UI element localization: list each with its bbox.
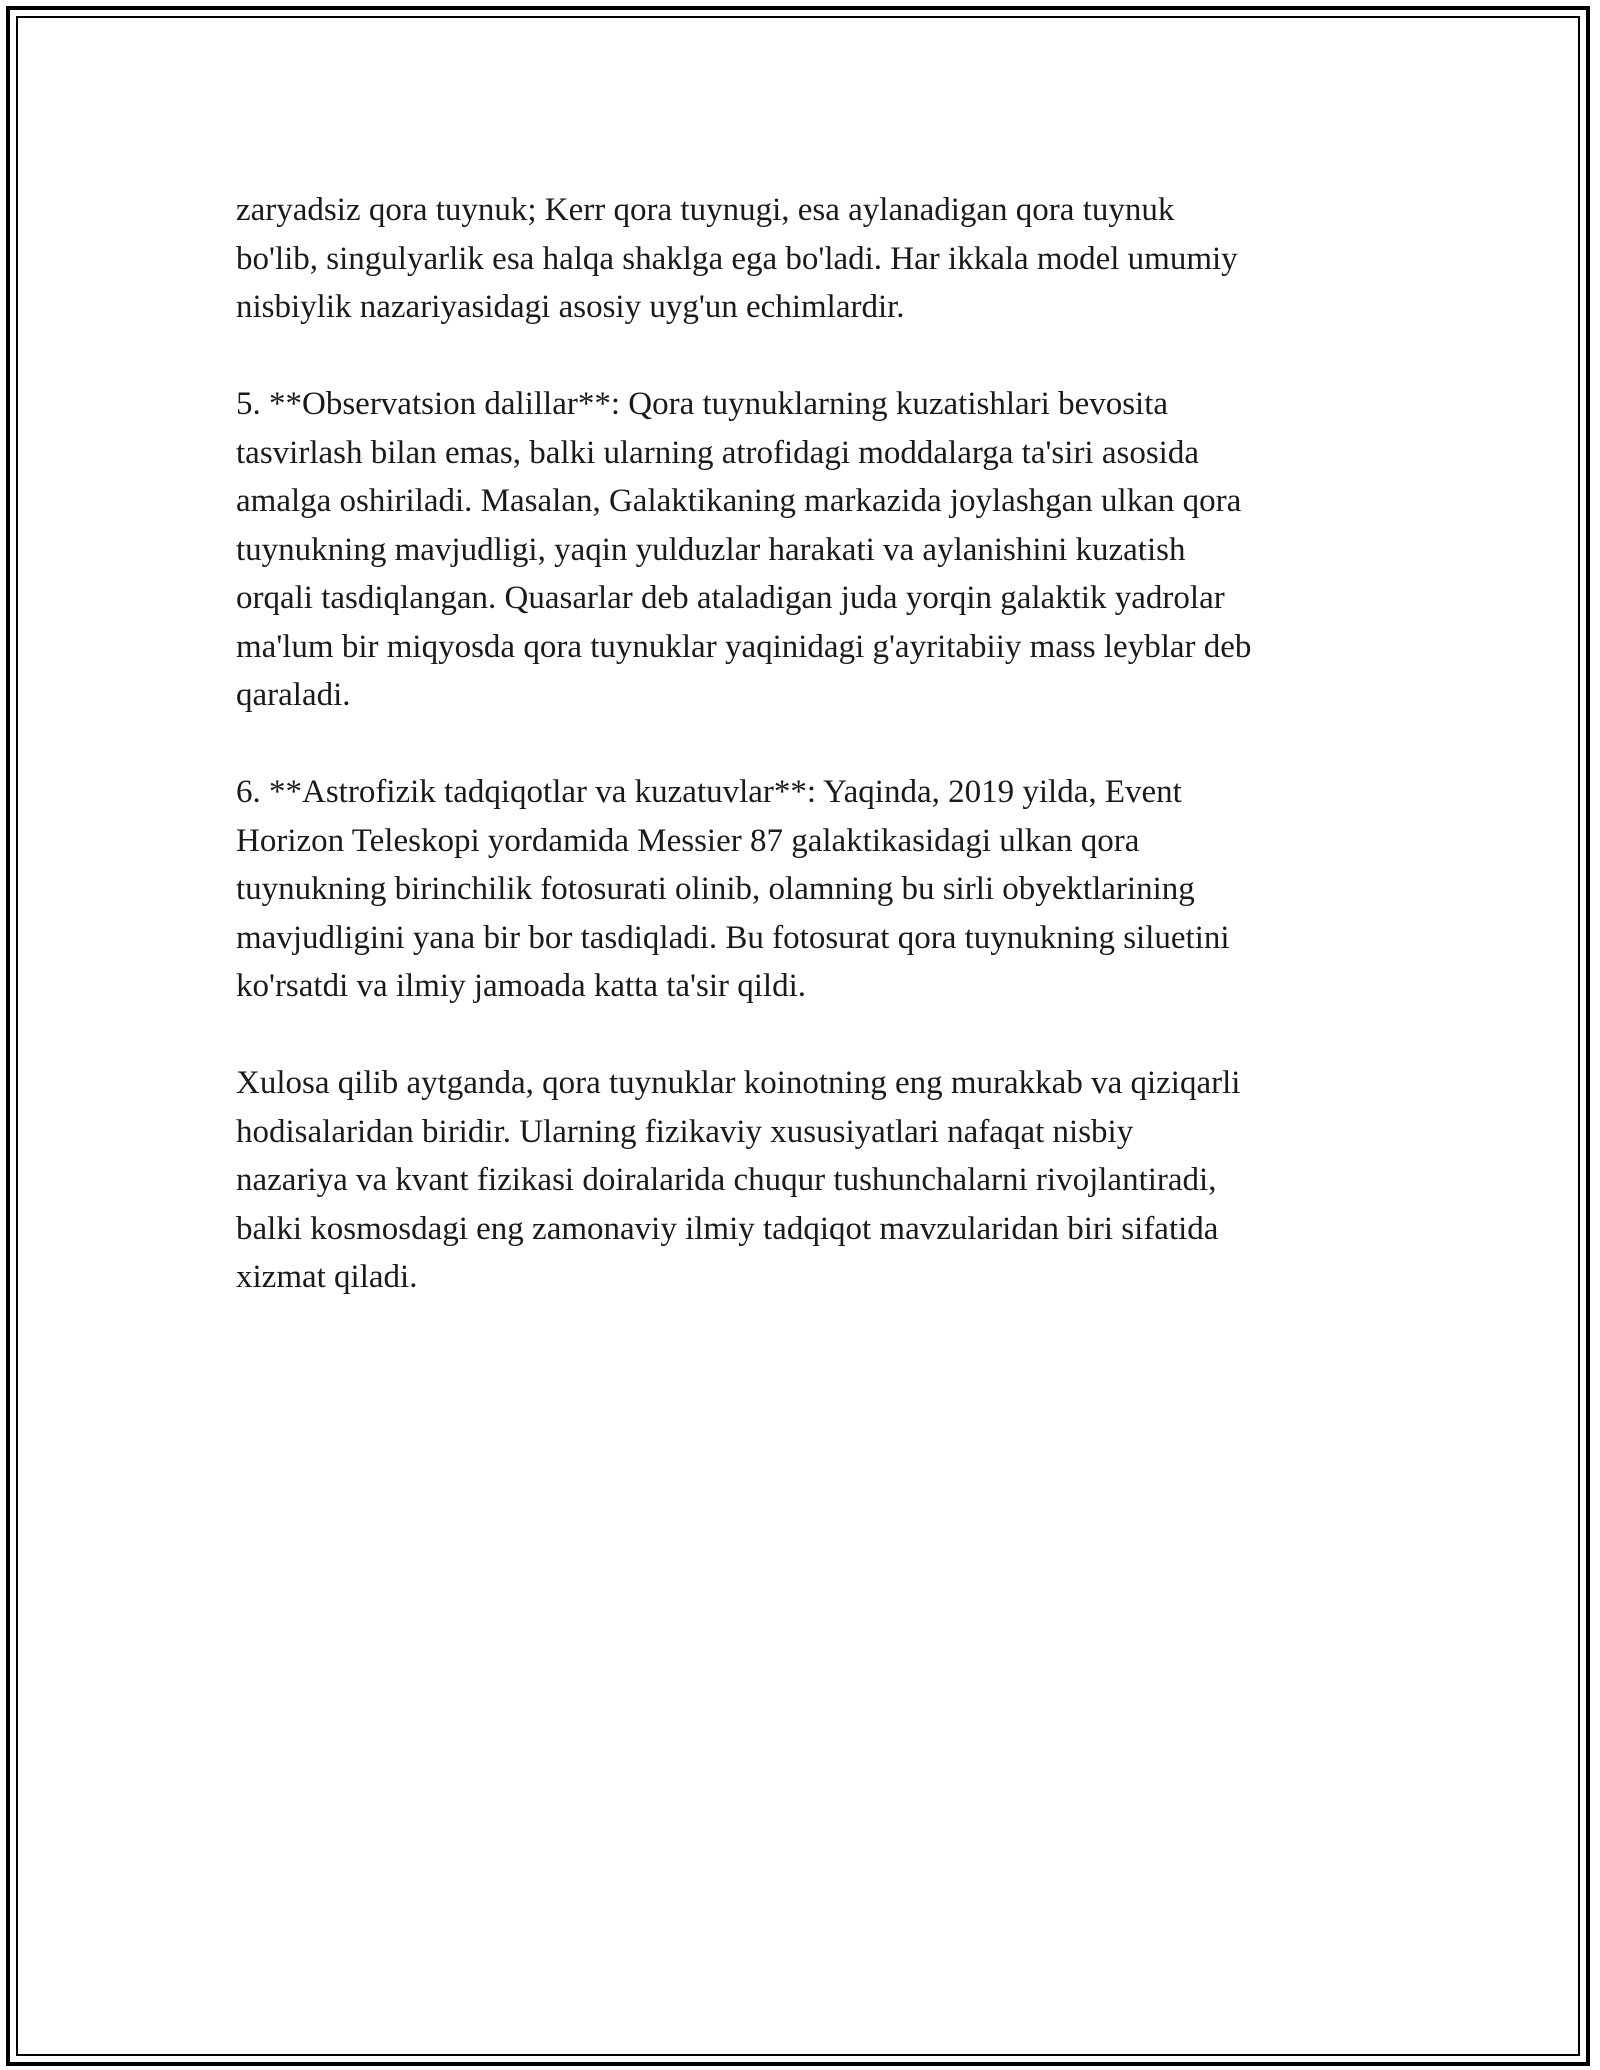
document-body [236,186,1386,1350]
paragraph-kerr-continuation: zaryadsiz qora tuynuk; Kerr qora tuynugi, esa aylanadigan qora tuynuk bo'lib, singulyarlik esa halqa shaklga ega bo'ladi. Har ikkala model umumiy nisbiylik nazariyasidagi asosiy uyg'un echimlardir. [236,192,1238,325]
paragraph-astrophysical-research: 6. **Astrofizik tadqiqotlar va kuzatuvlar**: Yaqinda, 2019 yilda, Event Horizon Teleskopi yordamida Messier 87 galaktikasidagi ulkan qora tuynukning birinchilik fotosurati olinib, olamning bu sirli obyektlarining mavjudligini yana bir bor tasdiqladi. Bu fotosurat qora tuynukning siluetini ko'rsatdi va ilmiy jamoada katta ta'sir qildi. [236,774,1230,1004]
paragraph-conclusion: Xulosa qilib aytganda, qora tuynuklar koinotning eng murakkab va qiziqarli hodisalaridan biridir. Ularning fizikaviy xususiyatlari nafaqat nisbiy nazariya va kvant fizikasi doiralarida chuqur tushunchalarni rivojlantiradi, balki kosmosdagi eng zamonaviy ilmiy tadqiqot mavzularidan biri sifatida xizmat qiladi. [236,1065,1241,1295]
paragraph-observational-evidence: 5. **Observatsion dalillar**: Qora tuynuklarning kuzatishlari bevosita tasvirlash bilan emas, balki ularning atrofidagi moddalarga ta'siri asosida amalga oshiriladi. Masalan, Galaktikaning markazida joylashgan ulkan qora tuynukning mavjudligi, yaqin yulduzlar harakati va aylanishini kuzatish orqali tasdiqlangan. Quasarlar deb ataladigan juda yorqin galaktik yadrolar ma'lum bir miqyosda qora tuynuklar yaqinidagi g'ayritabiiy mass leyblar deb qaraladi. [236,386,1252,713]
